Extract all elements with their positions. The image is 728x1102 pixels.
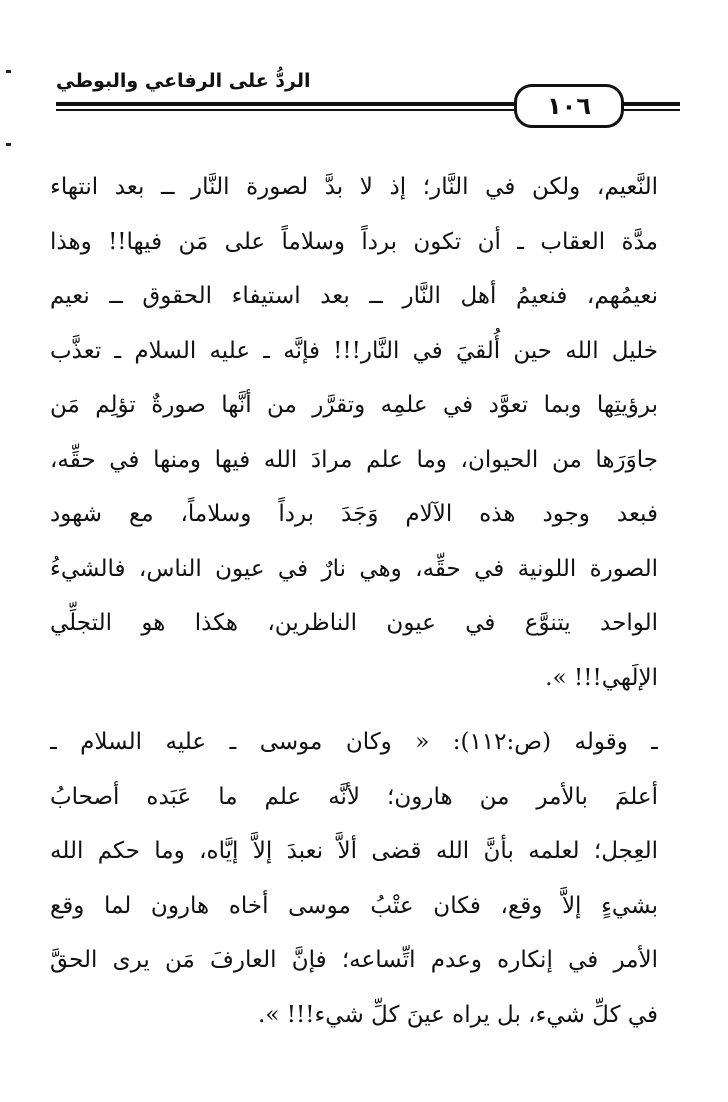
text-line: أعلمَ بالأمر من هارون؛ لأنَّه علم ما عَبَده أصحابُ	[50, 783, 658, 810]
text-line: الواحد يتنوَّع في عيون الناظرين، هكذا هو التجلِّي	[50, 610, 658, 636]
text-line: ـ وقوله (ص:١١٢): « وكان موسى ـ عليه السلام ـ	[50, 729, 658, 755]
running-header	[46, 62, 680, 134]
header-rule-right	[624, 102, 680, 106]
text-line: فبعد وجود هذه الآلام وَجَدَ برداً وسلاماً، مع شهود	[50, 501, 658, 527]
header-rule-right-thin	[624, 109, 680, 111]
text-line: في كلِّ شيء، بل يراه عينَ كلِّ شيء!!! ».	[258, 1001, 658, 1028]
header-rule-thin	[56, 109, 516, 111]
text-line: مدَّة العقاب ـ أن تكون برداً وسلاماً على مَن فيها!! وهذا	[50, 228, 658, 255]
text-line: نعيمُهم، فنعيمُ أهل النَّار ــ بعد استيفاء الحقوق ــ نعيم	[50, 283, 658, 309]
text-line: جاوَرَها من الحيوان، وما علم مرادَ الله فيها ومنها في حقِّه،	[50, 446, 658, 473]
header-rule	[56, 102, 516, 106]
paragraph	[50, 715, 658, 1042]
body-text	[50, 160, 658, 1042]
scan-mark	[6, 70, 11, 73]
text-line: الصورة اللونية في حقِّه، وهي نارٌ في عيون الناس، فالشيءُ	[50, 555, 658, 582]
text-line: الإلَهي!!! ».	[545, 664, 658, 691]
text-line: النَّعيم، ولكن في النَّار؛ إذ لا بدَّ لصورة النَّار ــ بعد انتهاء	[50, 174, 658, 200]
text-line: برؤيتِها وبما تعوَّد في علمِه وتقرَّر من أنَّها صورةٌ تؤلِم مَن	[50, 392, 658, 418]
running-title: الردُّ على الرفاعي والبوطي	[56, 70, 311, 92]
text-line: الأمر في إنكاره وعدم اتِّساعه؛ فإنَّ العارفَ مَن يرى الحقَّ	[50, 947, 658, 973]
text-line: خليل الله حين أُلقيَ في النَّار!!! فإنَّه ـ عليه السلام ـ تعذَّب	[50, 337, 658, 364]
scan-mark	[6, 143, 11, 146]
text-line: العِجل؛ لعلمه بأنَّ الله قضى ألاَّ نعبدَ إلاَّ إيَّاه، وما حكم الله	[50, 838, 658, 864]
paragraph-gap	[50, 705, 658, 715]
page-number: ١٠٦	[514, 84, 624, 128]
text-line: بشيءٍ إلاَّ وقع، فكان عتْبُ موسى أخاه هارون لما وقع	[50, 892, 658, 919]
paragraph	[50, 160, 658, 705]
